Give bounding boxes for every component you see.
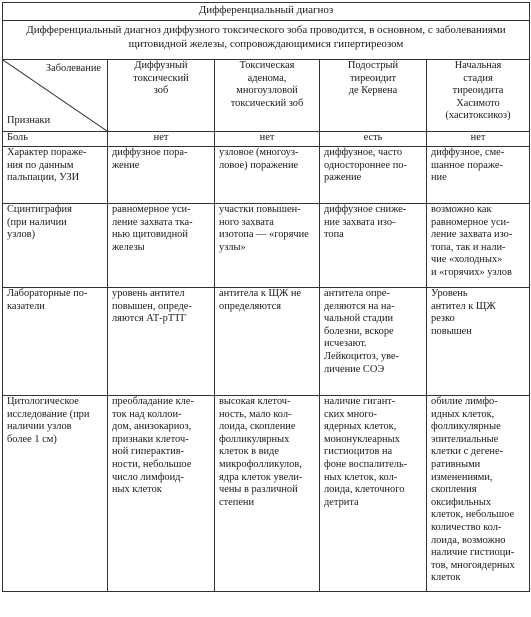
table-cell: наличие гигант- ских много- ядерных клеток, мононуклеарных гистиоцитов на фоне воспалитель- ных клеток, кол- лоида, клеточного детрита <box>320 396 427 592</box>
table-cell: диффузное, сме- шанное пораже- ние <box>427 147 530 204</box>
row-sign: Лабораторные по- казатели <box>3 288 108 396</box>
table-cell: нет <box>215 132 320 147</box>
table-row <box>3 204 530 288</box>
table-cell: обилие лимфо- идных клеток, фолликулярные эпителиальные клетки с дегене- ративными изменениями, скопления оксифильных клеток, небольшое количество кол- лоида, возможно наличие гистиоци- тов, многоядерных клеток <box>427 396 530 592</box>
table-cell: нет <box>427 132 530 147</box>
corner-cell <box>3 60 108 132</box>
differential-diagnosis-table <box>2 2 530 592</box>
row-sign: Сцинтиграфия (при наличии узлов) <box>3 204 108 288</box>
table-cell: равномерное уси- ление захвата тка- нью щитовидной железы <box>108 204 215 288</box>
table-cell: высокая клеточ- ность, мало кол- лоида, скопление фолликулярных клеток в виде микрофолликулов, ядра клеток увели- чены в различной степени <box>215 396 320 592</box>
table-row <box>3 396 530 592</box>
column-header: Диффузный токсический зоб <box>108 60 215 132</box>
row-sign: Характер пораже- ния по данным пальпации, УЗИ <box>3 147 108 204</box>
table-cell: антитела к ЩЖ не определяются <box>215 288 320 396</box>
table-row <box>3 288 530 396</box>
table-cell: Уровень антител к ЩЖ резко повышен <box>427 288 530 396</box>
table-cell: возможно как равномерное уси- ление захвата изо- топа, так и нали- чие «холодных» и «горячих» узлов <box>427 204 530 288</box>
table-row <box>3 147 530 204</box>
header-row <box>3 60 530 132</box>
table-cell: есть <box>320 132 427 147</box>
column-header: Подострый тиреоидит де Кервена <box>320 60 427 132</box>
table-row <box>3 132 530 147</box>
column-header: Токсическая аденома, многоузловой токсический зоб <box>215 60 320 132</box>
corner-disease-label: Заболевание <box>45 63 101 74</box>
table-cell: диффузное, часто одностороннее по- ражение <box>320 147 427 204</box>
table-cell: антитела опре- деляются на на- чальной стадии болезни, вскоре исчезают. Лейкоцитоз, уве- личение СОЭ <box>320 288 427 396</box>
table-cell: диффузное сниже- ние захвата изо- топа <box>320 204 427 288</box>
table-cell: узловое (многоуз- ловое) поражение <box>215 147 320 204</box>
table-cell: нет <box>108 132 215 147</box>
row-sign: Цитологическое исследование (при наличии узлов более 1 см) <box>3 396 108 592</box>
table-cell: участки повышен- ного захвата изотопа — «горячие узлы» <box>215 204 320 288</box>
row-sign: Боль <box>3 132 108 147</box>
column-header: Начальная стадия тиреоидита Хасимото (хаситоксикоз) <box>427 60 530 132</box>
table-cell: преобладание кле- ток над коллои- дом, анизокариоз, признаки клеточ- ной гиперактив- ности, небольшое число лимфоид- ных клеток <box>108 396 215 592</box>
table-title: Дифференциальный диагноз <box>3 3 530 21</box>
table-subtitle: Дифференциальный диагноз диффузного токсического зоба проводится, в основном, с заболеваниями щитовидной железы, сопровождающимися гипертиреозом <box>3 21 530 60</box>
table-cell: диффузное пора- жение <box>108 147 215 204</box>
document-page <box>2 2 529 614</box>
corner-signs-label: Признаки <box>7 115 51 127</box>
table-cell: уровень антител повышен, опреде- ляются АТ-рТТГ <box>108 288 215 396</box>
